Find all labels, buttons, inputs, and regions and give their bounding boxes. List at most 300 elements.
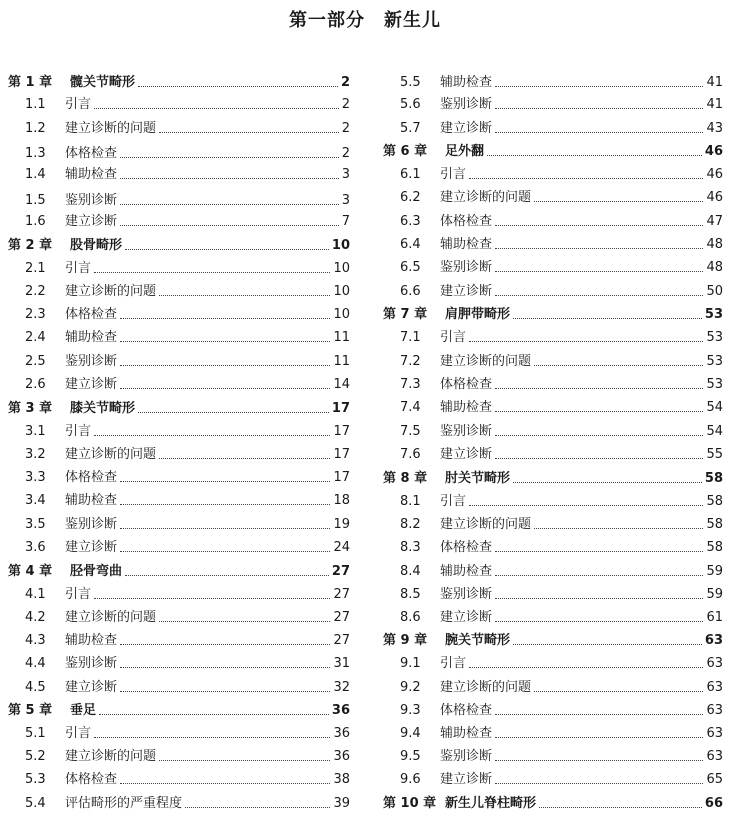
dot-leader xyxy=(120,365,330,366)
dot-leader xyxy=(99,714,329,715)
toc-chapter-row[interactable] xyxy=(383,303,723,323)
toc-entry-title: 肩胛带畸形 xyxy=(445,307,511,322)
dot-leader xyxy=(159,458,330,459)
toc-entry-number: 7.2 xyxy=(400,354,421,369)
toc-section-row[interactable] xyxy=(8,350,350,370)
toc-section-row[interactable] xyxy=(8,163,350,183)
toc-entry-number: 5.7 xyxy=(400,121,421,136)
dot-leader xyxy=(495,295,703,296)
toc-chapter-row[interactable] xyxy=(8,560,350,580)
toc-entry-number: 1.3 xyxy=(25,146,46,161)
toc-entry-page: 7 xyxy=(341,214,350,229)
toc-entry-page: 58 xyxy=(704,471,723,486)
toc-entry-number: 6.6 xyxy=(400,284,421,299)
toc-entry-number: 4.5 xyxy=(25,680,46,695)
toc-entry-page: 54 xyxy=(706,400,723,415)
toc-section-row[interactable] xyxy=(8,303,350,323)
dot-leader xyxy=(138,86,338,87)
toc-entry-title: 建立诊断的问题 xyxy=(440,680,532,695)
toc-entry-title: 辅助检查 xyxy=(65,493,118,508)
toc-entry-title: 建立诊断 xyxy=(440,610,493,625)
toc-entry-number: 第 2 章 xyxy=(8,238,53,253)
dot-leader xyxy=(495,737,703,738)
toc-entry-number: 9.5 xyxy=(400,749,421,764)
toc-entry-title: 建立诊断 xyxy=(440,772,493,787)
toc-entry-title: 足外翻 xyxy=(445,144,485,159)
toc-entry-title: 体格检查 xyxy=(65,470,118,485)
toc-entry-page: 65 xyxy=(706,772,723,787)
toc-entry-page: 32 xyxy=(333,680,350,695)
toc-entry-page: 58 xyxy=(706,517,723,532)
toc-entry-number: 第 5 章 xyxy=(8,703,53,718)
toc-entry-title: 辅助检查 xyxy=(440,237,493,252)
toc-entry-page: 36 xyxy=(331,703,350,718)
dot-leader xyxy=(120,783,330,784)
toc-chapter-row[interactable] xyxy=(383,629,723,649)
toc-entry-page: 50 xyxy=(706,284,723,299)
toc-entry-number: 2.6 xyxy=(25,377,46,392)
dot-leader xyxy=(495,714,703,715)
toc-entry-number: 第 10 章 xyxy=(383,796,437,811)
toc-chapter-row[interactable] xyxy=(8,699,350,719)
toc-entry-title: 鉴别诊断 xyxy=(65,193,118,208)
dot-leader xyxy=(94,272,330,273)
toc-entry-page: 58 xyxy=(706,540,723,555)
page-title: 第一部分 新生儿 xyxy=(289,10,441,31)
toc-entry-number: 2.5 xyxy=(25,354,46,369)
toc-section-row[interactable] xyxy=(8,606,350,626)
toc-entry-page: 19 xyxy=(333,517,350,532)
toc-entry-page: 10 xyxy=(333,307,350,322)
dot-leader xyxy=(495,86,703,87)
toc-section-row[interactable] xyxy=(383,186,723,206)
toc-entry-page: 63 xyxy=(706,656,723,671)
toc-entry-title: 辅助检查 xyxy=(440,726,493,741)
toc-entry-number: 3.2 xyxy=(25,447,46,462)
toc-entry-title: 辅助检查 xyxy=(440,400,493,415)
dot-leader xyxy=(495,458,703,459)
toc-entry-title: 引言 xyxy=(65,424,92,439)
toc-entry-page: 53 xyxy=(704,307,723,322)
dot-leader xyxy=(120,318,330,319)
toc-entry-number: 4.2 xyxy=(25,610,46,625)
toc-section-row[interactable] xyxy=(8,443,350,463)
toc-entry-number: 7.5 xyxy=(400,424,421,439)
dot-leader xyxy=(159,132,339,133)
toc-entry-title: 腕关节畸形 xyxy=(445,633,511,648)
toc-section-row[interactable] xyxy=(383,163,723,183)
dot-leader xyxy=(513,644,702,645)
toc-entry-page: 59 xyxy=(706,587,723,602)
toc-section-row[interactable] xyxy=(8,652,350,672)
toc-section-row[interactable] xyxy=(8,513,350,533)
toc-entry-title: 鉴别诊断 xyxy=(65,354,118,369)
toc-entry-page: 53 xyxy=(706,377,723,392)
toc-entry-title: 鉴别诊断 xyxy=(440,749,493,764)
toc-entry-number: 5.6 xyxy=(400,97,421,112)
dot-leader xyxy=(125,249,329,250)
toc-entry-title: 膝关节畸形 xyxy=(70,401,136,416)
toc-entry-number: 6.2 xyxy=(400,190,421,205)
toc-section-row[interactable] xyxy=(383,396,723,416)
toc-entry-title: 体格检查 xyxy=(65,307,118,322)
toc-section-row[interactable] xyxy=(383,280,723,300)
dot-leader xyxy=(469,667,703,668)
toc-section-row[interactable] xyxy=(8,536,350,556)
toc-section-row[interactable] xyxy=(8,189,350,209)
toc-entry-page: 24 xyxy=(333,540,350,555)
toc-entry-title: 辅助检查 xyxy=(65,633,118,648)
dot-leader xyxy=(495,760,703,761)
toc-section-row[interactable] xyxy=(383,652,723,672)
toc-entry-page: 36 xyxy=(333,749,350,764)
toc-entry-title: 股骨畸形 xyxy=(70,238,123,253)
toc-entry-number: 7.4 xyxy=(400,400,421,415)
toc-entry-page: 11 xyxy=(333,330,350,345)
dot-leader xyxy=(495,388,703,389)
toc-entry-number: 第 9 章 xyxy=(383,633,428,648)
dot-leader xyxy=(125,575,329,576)
toc-entry-number: 7.6 xyxy=(400,447,421,462)
toc-entry-number: 2.4 xyxy=(25,330,46,345)
toc-entry-page: 14 xyxy=(333,377,350,392)
toc-entry-title: 建立诊断的问题 xyxy=(440,517,532,532)
dot-leader xyxy=(120,481,330,482)
toc-entry-page: 48 xyxy=(706,237,723,252)
toc-entry-title: 建立诊断的问题 xyxy=(65,610,157,625)
toc-entry-title: 体格检查 xyxy=(440,703,493,718)
dot-leader xyxy=(138,412,329,413)
toc-section-row[interactable] xyxy=(383,606,723,626)
toc-entry-title: 体格检查 xyxy=(65,772,118,787)
toc-entry-title: 引言 xyxy=(440,167,467,182)
toc-chapter-row[interactable] xyxy=(8,234,350,254)
toc-entry-number: 3.6 xyxy=(25,540,46,555)
toc-entry-title: 建立诊断 xyxy=(65,540,118,555)
toc-entry-title: 建立诊断 xyxy=(440,447,493,462)
dot-leader xyxy=(534,201,703,202)
toc-entry-page: 55 xyxy=(706,447,723,462)
toc-entry-page: 63 xyxy=(706,726,723,741)
toc-section-row[interactable] xyxy=(8,676,350,696)
toc-entry-title: 引言 xyxy=(440,656,467,671)
toc-section-row[interactable] xyxy=(8,583,350,603)
dot-leader xyxy=(495,598,703,599)
toc-entry-title: 建立诊断的问题 xyxy=(440,190,532,205)
toc-entry-title: 鉴别诊断 xyxy=(65,656,118,671)
toc-chapter-row[interactable] xyxy=(383,467,723,487)
toc-entry-number: 3.5 xyxy=(25,517,46,532)
toc-entry-number: 6.4 xyxy=(400,237,421,252)
dot-leader xyxy=(94,435,330,436)
dot-leader xyxy=(534,528,703,529)
toc-entry-page: 17 xyxy=(333,447,350,462)
dot-leader xyxy=(120,504,330,505)
toc-section-row[interactable] xyxy=(383,583,723,603)
toc-entry-page: 58 xyxy=(706,494,723,509)
toc-entry-title: 新生儿脊柱畸形 xyxy=(445,796,537,811)
toc-section-row[interactable] xyxy=(8,629,350,649)
toc-entry-title: 体格检查 xyxy=(440,214,493,229)
dot-leader xyxy=(495,621,703,622)
toc-entry-title: 垂足 xyxy=(70,703,97,718)
toc-section-row[interactable] xyxy=(383,490,723,510)
toc-section-row[interactable] xyxy=(383,676,723,696)
toc-entry-page: 36 xyxy=(333,726,350,741)
toc-section-row[interactable] xyxy=(383,722,723,742)
toc-entry-number: 3.3 xyxy=(25,470,46,485)
toc-entry-title: 建立诊断 xyxy=(65,377,118,392)
toc-section-row[interactable] xyxy=(383,233,723,253)
toc-entry-page: 27 xyxy=(333,610,350,625)
toc-entry-number: 5.2 xyxy=(25,749,46,764)
toc-entry-title: 引言 xyxy=(440,494,467,509)
toc-entry-page: 10 xyxy=(333,284,350,299)
dot-leader xyxy=(469,505,703,506)
toc-entry-title: 引言 xyxy=(440,330,467,345)
toc-entry-title: 辅助检查 xyxy=(440,564,493,579)
toc-entry-number: 4.1 xyxy=(25,587,46,602)
toc-section-row[interactable] xyxy=(8,326,350,346)
toc-entry-page: 17 xyxy=(333,470,350,485)
toc-entry-page: 39 xyxy=(333,796,350,811)
dot-leader xyxy=(495,108,703,109)
toc-section-row[interactable] xyxy=(8,142,350,162)
toc-entry-number: 第 8 章 xyxy=(383,471,428,486)
toc-section-row[interactable] xyxy=(8,722,350,742)
toc-entry-number: 5.4 xyxy=(25,796,46,811)
dot-leader xyxy=(94,598,330,599)
toc-entry-number: 7.3 xyxy=(400,377,421,392)
dot-leader xyxy=(534,365,703,366)
toc-entry-title: 体格检查 xyxy=(440,377,493,392)
toc-chapter-row[interactable] xyxy=(8,71,350,91)
dot-leader xyxy=(534,691,703,692)
toc-section-row[interactable] xyxy=(383,699,723,719)
toc-section-row[interactable] xyxy=(383,93,723,113)
toc-section-row[interactable] xyxy=(383,373,723,393)
toc-entry-number: 第 1 章 xyxy=(8,75,53,90)
toc-entry-title: 辅助检查 xyxy=(65,167,118,182)
dot-leader xyxy=(159,760,330,761)
toc-section-row[interactable] xyxy=(383,210,723,230)
toc-entry-title: 建立诊断的问题 xyxy=(65,121,157,136)
toc-entry-page: 63 xyxy=(706,703,723,718)
toc-entry-number: 第 6 章 xyxy=(383,144,428,159)
toc-section-row[interactable] xyxy=(8,420,350,440)
dot-leader xyxy=(487,155,702,156)
toc-entry-number: 4.4 xyxy=(25,656,46,671)
toc-entry-number: 第 4 章 xyxy=(8,564,53,579)
toc-section-row[interactable] xyxy=(383,117,723,137)
toc-entry-page: 63 xyxy=(706,749,723,764)
toc-entry-number: 8.2 xyxy=(400,517,421,532)
toc-section-row[interactable] xyxy=(8,489,350,509)
dot-leader xyxy=(120,204,339,205)
toc-entry-title: 建立诊断的问题 xyxy=(65,749,157,764)
dot-leader xyxy=(469,178,703,179)
dot-leader xyxy=(120,551,330,552)
dot-leader xyxy=(120,388,330,389)
dot-leader xyxy=(495,783,703,784)
toc-entry-number: 6.5 xyxy=(400,260,421,275)
dot-leader xyxy=(185,807,330,808)
toc-entry-title: 体格检查 xyxy=(65,146,118,161)
toc-entry-title: 引言 xyxy=(65,261,92,276)
toc-entry-page: 2 xyxy=(341,121,350,136)
toc-entry-title: 引言 xyxy=(65,587,92,602)
toc-entry-page: 43 xyxy=(706,121,723,136)
toc-entry-page: 2 xyxy=(341,97,350,112)
toc-entry-page: 10 xyxy=(333,261,350,276)
toc-entry-page: 3 xyxy=(341,167,350,182)
toc-entry-page: 31 xyxy=(333,656,350,671)
toc-entry-title: 评估畸形的严重程度 xyxy=(65,796,183,811)
dot-leader xyxy=(495,132,703,133)
toc-section-row[interactable] xyxy=(383,513,723,533)
toc-section-row[interactable] xyxy=(383,326,723,346)
toc-section-row[interactable] xyxy=(383,560,723,580)
dot-leader xyxy=(495,551,703,552)
toc-section-row[interactable] xyxy=(8,466,350,486)
dot-leader xyxy=(495,248,703,249)
toc-entry-number: 5.5 xyxy=(400,75,421,90)
toc-section-row[interactable] xyxy=(383,745,723,765)
toc-entry-number: 1.6 xyxy=(25,214,46,229)
toc-section-row[interactable] xyxy=(383,71,723,91)
dot-leader xyxy=(495,271,703,272)
toc-entry-page: 18 xyxy=(333,493,350,508)
dot-leader xyxy=(120,157,339,158)
toc-entry-page: 47 xyxy=(706,214,723,229)
toc-entry-page: 46 xyxy=(706,167,723,182)
toc-entry-number: 5.1 xyxy=(25,726,46,741)
toc-entry-page: 2 xyxy=(340,75,350,90)
toc-entry-title: 辅助检查 xyxy=(65,330,118,345)
toc-entry-title: 引言 xyxy=(65,726,92,741)
toc-entry-number: 9.2 xyxy=(400,680,421,695)
toc-section-row[interactable] xyxy=(8,280,350,300)
dot-leader xyxy=(120,225,339,226)
toc-entry-title: 鉴别诊断 xyxy=(440,97,493,112)
toc-chapter-row[interactable] xyxy=(383,792,723,812)
dot-leader xyxy=(120,691,330,692)
toc-entry-number: 第 7 章 xyxy=(383,307,428,322)
toc-entry-page: 63 xyxy=(704,633,723,648)
toc-entry-title: 建立诊断的问题 xyxy=(65,284,157,299)
toc-entry-page: 38 xyxy=(333,772,350,787)
toc-entry-title: 胫骨弯曲 xyxy=(70,564,123,579)
toc-entry-page: 48 xyxy=(706,260,723,275)
toc-entry-number: 1.2 xyxy=(25,121,46,136)
toc-entry-title: 建立诊断的问题 xyxy=(65,447,157,462)
toc-entry-number: 9.6 xyxy=(400,772,421,787)
toc-entry-page: 3 xyxy=(341,193,350,208)
toc-entry-number: 8.4 xyxy=(400,564,421,579)
toc-chapter-row[interactable] xyxy=(8,397,350,417)
toc-entry-number: 2.3 xyxy=(25,307,46,322)
toc-section-row[interactable] xyxy=(383,768,723,788)
toc-section-row[interactable] xyxy=(8,117,350,137)
toc-entry-number: 1.4 xyxy=(25,167,46,182)
dot-leader xyxy=(539,807,702,808)
toc-entry-page: 10 xyxy=(331,238,350,253)
toc-section-row[interactable] xyxy=(383,256,723,276)
toc-entry-number: 8.5 xyxy=(400,587,421,602)
toc-entry-page: 41 xyxy=(706,75,723,90)
toc-section-row[interactable] xyxy=(383,536,723,556)
toc-entry-title: 体格检查 xyxy=(440,540,493,555)
toc-section-row[interactable] xyxy=(383,420,723,440)
toc-entry-number: 第 3 章 xyxy=(8,401,53,416)
toc-entry-title: 鉴别诊断 xyxy=(440,260,493,275)
dot-leader xyxy=(120,667,330,668)
dot-leader xyxy=(159,295,330,296)
toc-entry-page: 61 xyxy=(706,610,723,625)
toc-section-row[interactable] xyxy=(8,792,350,812)
toc-entry-number: 9.4 xyxy=(400,726,421,741)
toc-entry-page: 27 xyxy=(333,633,350,648)
dot-leader xyxy=(159,621,330,622)
toc-entry-page: 59 xyxy=(706,564,723,579)
toc-entry-number: 9.3 xyxy=(400,703,421,718)
toc-entry-title: 鉴别诊断 xyxy=(440,424,493,439)
toc-entry-number: 3.4 xyxy=(25,493,46,508)
toc-entry-number: 8.3 xyxy=(400,540,421,555)
toc-entry-number: 2.2 xyxy=(25,284,46,299)
toc-entry-number: 7.1 xyxy=(400,330,421,345)
toc-entry-page: 41 xyxy=(706,97,723,112)
toc-section-row[interactable] xyxy=(383,350,723,370)
toc-entry-page: 11 xyxy=(333,354,350,369)
toc-section-row[interactable] xyxy=(8,210,350,230)
toc-section-row[interactable] xyxy=(383,443,723,463)
toc-chapter-row[interactable] xyxy=(383,140,723,160)
toc-entry-title: 肘关节畸形 xyxy=(445,471,511,486)
toc-section-row[interactable] xyxy=(8,257,350,277)
toc-entry-number: 5.3 xyxy=(25,772,46,787)
toc-entry-page: 46 xyxy=(706,190,723,205)
dot-leader xyxy=(120,341,330,342)
toc-entry-number: 8.1 xyxy=(400,494,421,509)
toc-entry-page: 17 xyxy=(331,401,350,416)
toc-section-row[interactable] xyxy=(8,373,350,393)
toc-entry-number: 3.1 xyxy=(25,424,46,439)
dot-leader xyxy=(94,737,330,738)
toc-entry-title: 建立诊断 xyxy=(65,680,118,695)
toc-entry-page: 27 xyxy=(331,564,350,579)
toc-entry-title: 鉴别诊断 xyxy=(440,587,493,602)
toc-entry-title: 建立诊断 xyxy=(440,121,493,136)
toc-entry-page: 53 xyxy=(706,330,723,345)
toc-entry-page: 66 xyxy=(704,796,723,811)
toc-section-row[interactable] xyxy=(8,93,350,113)
toc-entry-number: 8.6 xyxy=(400,610,421,625)
toc-entry-page: 17 xyxy=(333,424,350,439)
dot-leader xyxy=(120,528,330,529)
toc-entry-number: 1.5 xyxy=(25,193,46,208)
toc-entry-page: 27 xyxy=(333,587,350,602)
toc-section-row[interactable] xyxy=(8,768,350,788)
toc-section-row[interactable] xyxy=(8,745,350,765)
toc-entry-page: 2 xyxy=(341,146,350,161)
toc-entry-number: 6.1 xyxy=(400,167,421,182)
dot-leader xyxy=(120,644,330,645)
dot-leader xyxy=(495,575,703,576)
dot-leader xyxy=(513,482,702,483)
toc-entry-page: 63 xyxy=(706,680,723,695)
dot-leader xyxy=(120,178,339,179)
